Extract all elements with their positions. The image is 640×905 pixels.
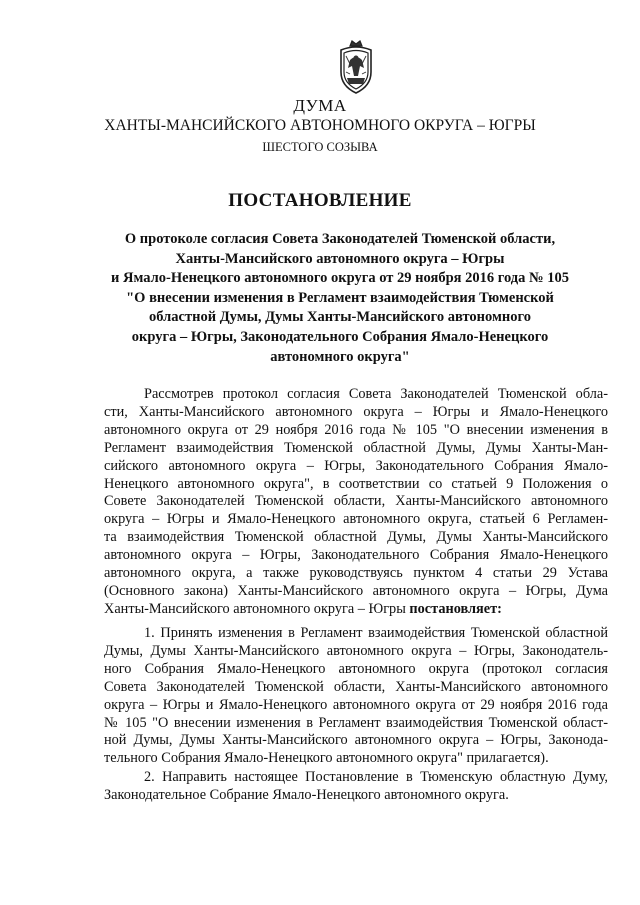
- body-line: [104, 601, 608, 619]
- body-line: Рассмотрев протокол согласия Совета Законодателей Тюменской обла-: [144, 386, 608, 402]
- body-line: округа – Югры и Ямало-Ненецкого автономного округа от 29 ноября 2016 года: [104, 696, 608, 713]
- body-line: Думы, Думы Ханты-Мансийского автономного округа – Югры, Законодатель-: [104, 642, 608, 659]
- preamble-paragraph: [104, 386, 608, 619]
- subject-line: округа – Югры, Законодательного Собрания Ямало-Ненецкого: [131, 328, 549, 345]
- body-line: Совете Законодателей Тюменской области, Ханты-Мансийского автономного: [104, 493, 608, 510]
- convocation-heading: ШЕСТОГО СОЗЫВА: [262, 140, 378, 154]
- body-line: Совета Законодателей Тюменской области, Ханты-Мансийского автономного: [104, 678, 608, 695]
- body-line: та взаимодействия Тюменской областной Думы, Думы Ханты-Мансийского: [104, 529, 608, 546]
- item-1-paragraph: [104, 625, 608, 768]
- body-line: автономного округа от 29 ноября 2016 года № 105 "О внесении изменения в: [104, 421, 608, 438]
- subject-line: областной Думы, Думы Ханты-Мансийского автономного: [149, 309, 531, 326]
- body-line: ной Думы, Думы Ханты-Мансийского автономного округа – Югры, Законода-: [104, 732, 608, 749]
- document-subject: [90, 230, 590, 367]
- khmao-coat-of-arms-icon: [336, 38, 376, 96]
- subject-line: "О внесении изменения в Регламент взаимодействия Тюменской: [126, 289, 554, 306]
- body-line: ного Собрания Ямало-Ненецкого автономного округа (протокол согласия: [104, 660, 608, 677]
- body-line: автономного округа, а также руководствуясь пунктом 4 статьи 29 Устава: [104, 565, 608, 582]
- body-line: (Основного закона) Ханты-Мансийского автономного округа – Югры, Дума: [104, 582, 608, 599]
- subject-line: Ханты-Мансийского автономного округа – Югры: [175, 250, 505, 267]
- body-line: сти, Ханты-Мансийского автономного округа – Югры и Ямало-Ненецкого: [104, 403, 608, 420]
- body-line: тельного Собрания Ямало-Ненецкого автономного округа" прилагается).: [104, 750, 549, 767]
- body-line: Ненецкого автономного округа", в соответствии со статьей 9 Положения о: [104, 475, 608, 492]
- duma-heading: ДУМА: [293, 96, 347, 115]
- document-title: ПОСТАНОВЛЕНИЕ: [228, 190, 412, 211]
- body-line: Регламент взаимодействия Тюменской областной Думы, Думы Ханты-Ман-: [104, 439, 608, 456]
- subject-line: О протоколе согласия Совета Законодателей Тюменской области,: [124, 231, 556, 247]
- subject-line: автономного округа": [270, 348, 410, 365]
- body-line: сийского автономного округа – Югры, Законодательного Собрания Ямало-: [104, 457, 608, 474]
- preamble-last-text: Ханты-Мансийского автономного округа – Югры: [104, 600, 410, 617]
- body-line: автономного округа – Югры, Законодательного Собрания Ямало-Ненецкого: [104, 547, 608, 564]
- body-line: № 105 "О внесении изменения в Регламент взаимодействия Тюменской област-: [104, 714, 608, 731]
- body-line: Законодательное Собрание Ямало-Ненецкого автономного округа.: [104, 786, 509, 803]
- okrug-heading: ХАНТЫ-МАНСИЙСКОГО АВТОНОМНОГО ОКРУГА – ЮГРЫ: [104, 117, 536, 134]
- body-line: 2. Направить настоящее Постановление в Тюменскую областную Думу,: [144, 769, 608, 785]
- item-2-paragraph: [104, 769, 608, 805]
- body-line: 1. Принять изменения в Регламент взаимодействия Тюменской областной: [144, 625, 608, 641]
- body-line: округа – Югры и Ямало-Ненецкого автономного округа, статьей 6 Регламен-: [104, 511, 608, 528]
- resolves-keyword: постановляет:: [409, 600, 502, 617]
- subject-line: и Ямало-Ненецкого автономного округа от 29 ноября 2016 года № 105: [111, 270, 569, 287]
